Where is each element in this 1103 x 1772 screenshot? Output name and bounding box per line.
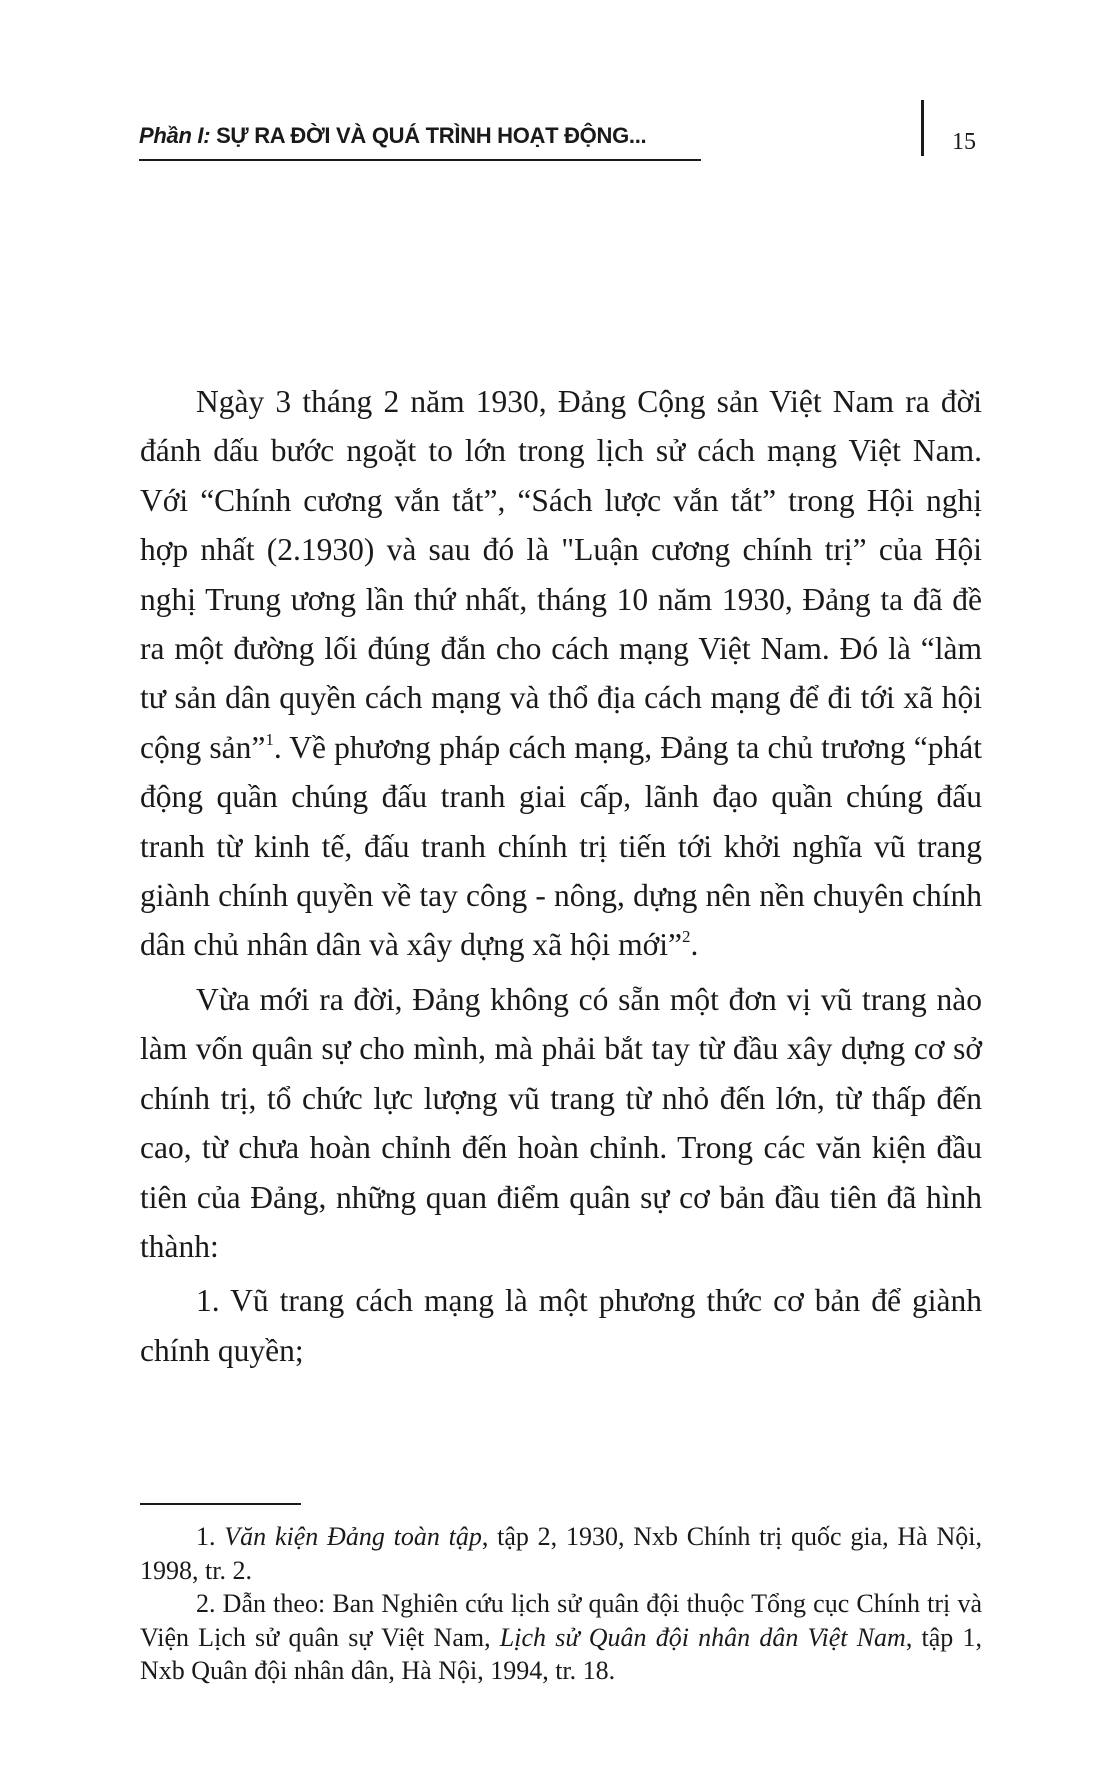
footnote-2: [140, 1587, 982, 1688]
footnotes: [140, 1520, 982, 1688]
footnote-ref-1: 1: [265, 729, 274, 749]
paragraph-1-text-cont: . Về phương pháp cách mạng, Đảng ta chủ trương “phát động quần chúng đấu tranh giai cấp, lãnh đạo quần chúng đấu tranh từ kinh tế, đấu tranh chính trị tiến tới khởi nghĩa vũ trang giành chính quyền về tay công - nông, dựng nên nền chuyên chính dân chủ nhân dân và xây dựng xã hội mới”: [140, 729, 983, 963]
header-underline: [139, 159, 701, 161]
footnote-1-prefix: 1.: [196, 1522, 225, 1551]
body-text: [140, 377, 982, 1380]
footnote-ref-2: 2: [681, 927, 691, 947]
footnote-2-prefix: 2. Dẫn theo: Ban Nghiên cứu lịch sử quân đội thuộc Tổng cục Chính trị và Viện Lịch sử quân sự Việt Nam,: [140, 1589, 982, 1652]
paragraph-1-text: Ngày 3 tháng 2 năm 1930, Đảng Cộng sản Việt Nam ra đời đánh dấu bước ngoặt to lớn trong lịch sử cách mạng Việt Nam. Với “Chính cương vắn tắt”, “Sách lược vắn tắt” trong Hội nghị hợp nhất (2.1930) và sau đó là "Luận cương chính trị” của Hội nghị Trung ương lần thứ nhất, tháng 10 năm 1930, Đảng ta đã đề ra một đường lối đúng đắn cho cách mạng Việt Nam. Đó là “làm tư sản dân quyền cách mạng và thổ địa cách mạng để đi tới xã hội cộng sản”: [140, 384, 982, 765]
header-part-label: Phần I:: [139, 123, 211, 148]
footnote-separator: [140, 1503, 301, 1505]
page-number: 15: [952, 129, 976, 155]
footnote-2-title: Lịch sử Quân đội nhân dân Việt Nam: [499, 1622, 906, 1652]
paragraph-1-text-end: .: [690, 927, 699, 963]
paragraph-3: 1. Vũ trang cách mạng là một phương thức cơ bản để giành chính quyền;: [140, 1283, 982, 1368]
header-title: SỰ RA ĐỜI VÀ QUÁ TRÌNH HOẠT ĐỘNG...: [216, 123, 647, 148]
paragraph-1: [140, 377, 982, 970]
footnote-1: [140, 1520, 982, 1587]
header-divider: [921, 100, 924, 156]
footnote-1-title: Văn kiện Đảng toàn tập: [224, 1522, 482, 1551]
running-header: [139, 122, 701, 150]
footnote-2-rest: , tập 1, Nxb Quân đội nhân dân, Hà Nội, 1994, tr. 18.: [140, 1622, 982, 1685]
paragraph-2: Vừa mới ra đời, Đảng không có sẵn một đơn vị vũ trang nào làm vốn quân sự cho mình, mà phải bắt tay từ đầu xây dựng cơ sở chính trị, tổ chức lực lượng vũ trang từ nhỏ đến lớn, từ thấp đến cao, từ chưa hoàn chỉnh đến hoàn chỉnh. Trong các văn kiện đầu tiên của Đảng, những quan điểm quân sự cơ bản đầu tiên đã hình thành:: [140, 981, 982, 1264]
footnote-1-rest: , tập 2, 1930, Nxb Chính trị quốc gia, Hà Nội, 1998, tr. 2.: [140, 1522, 982, 1585]
